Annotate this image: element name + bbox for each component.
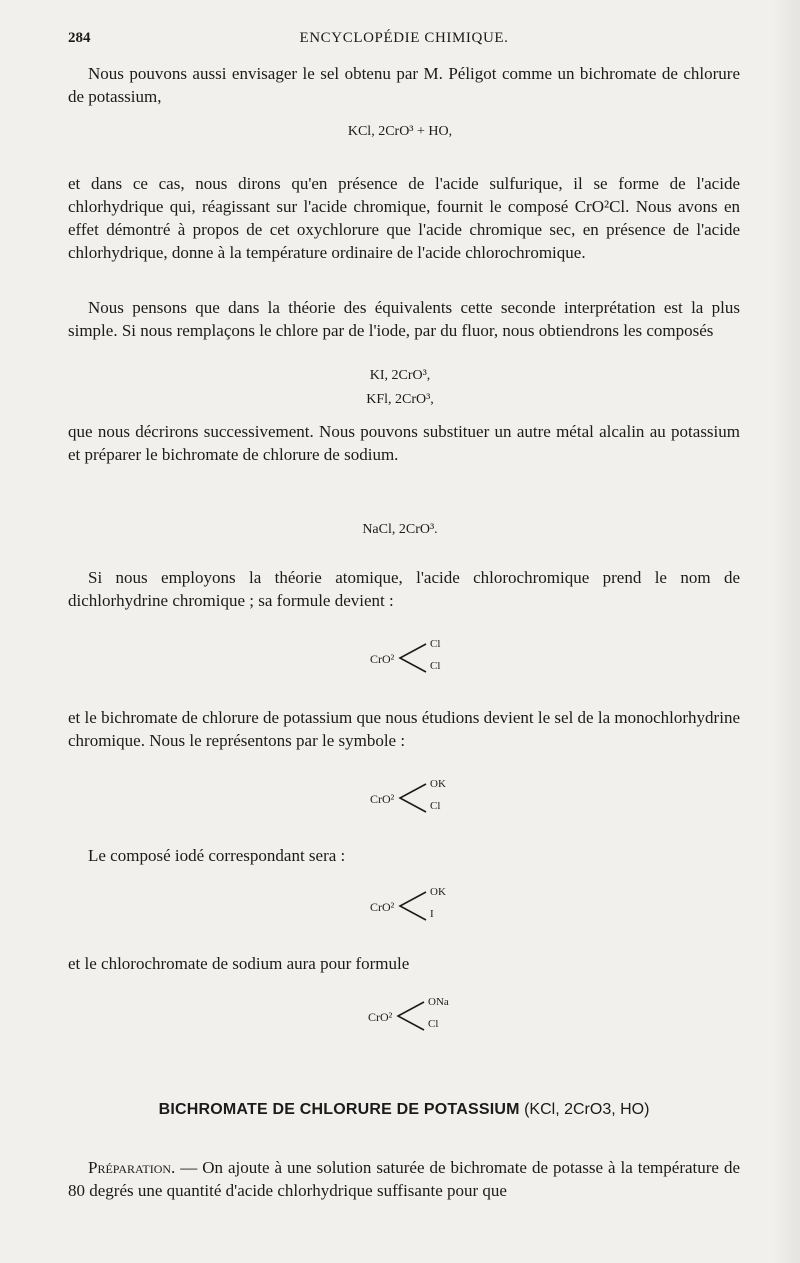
structure-bottom-group: Cl [428,1018,439,1030]
formula-kfl: KFl, 2CrO³, [366,392,434,407]
structure-dichlorhydrine [370,638,450,682]
paragraph-2: et dans ce cas, nous dirons qu'en présence de l'acide sulfurique, il se forme de l'acide chlorhydrique qui, réagissant sur l'acide chromique, fournit le composé CrO²Cl. Nous avons en effet démontré à propos de cet oxychlorure que l'acide chromique sec, en présence de l'acide chlorhydrique, donne à la température ordinaire de l'acide chlorochromique. [68,174,740,262]
paragraph-8: et le chlorochromate de sodium aura pour formule [68,954,410,973]
structure-top-group: Cl [430,638,441,650]
structure-bracket [398,780,428,816]
section-title-bold: BICHROMATE DE CHLORURE DE POTASSIUM [158,1101,520,1118]
formula-nacl: NaCl, 2CrO³. [362,522,438,537]
structure-base: CrO² [368,1010,393,1024]
paragraph-9 [68,1156,740,1202]
structure-top-group: OK [430,886,446,898]
page-header [68,30,740,52]
structure-bottom-group: I [430,908,434,920]
page-edge-shadow [772,0,800,1263]
paragraph-7: Le composé iodé correspondant sera : [88,846,346,865]
formula-kcl: KCl, 2CrO³ + HO, [347,124,453,139]
paragraph-4: que nous décrirons successivement. Nous pouvons substituer un autre métal alcalin au potassium et préparer le bichromate de chlorure de sodium. [68,422,740,464]
structure-top-group: OK [430,778,446,790]
structure-bracket [398,640,428,676]
preparation-lead: Préparation. [88,1158,176,1177]
section-title [68,1101,740,1119]
section-title-formula: (KCl, 2CrO3, HO) [519,1101,650,1118]
running-title: ENCYCLOPÉDIE CHIMIQUE. [299,30,509,46]
structure-base: CrO² [370,792,395,806]
preparation-text: — On ajoute à une solution saturée de bichromate de potasse à la température de 80 degrés une quantité d'acide chlorhydrique suffisante pour que [68,1158,740,1200]
paragraph-5: Si nous employons la théorie atomique, l'acide chlorochromique prend le nom de dichlorhydrine chromique ; sa formule devient : [68,568,740,610]
structure-bracket [396,998,426,1034]
structure-base: CrO² [370,652,395,666]
structure-base: CrO² [370,900,395,914]
paragraph-1: Nous pouvons aussi envisager le sel obtenu par M. Péligot comme un bichromate de chlorure de potassium, [68,64,740,106]
formula-ki: KI, 2CrO³, [369,368,431,383]
page-number: 284 [68,30,91,46]
structure-bottom-group: Cl [430,660,441,672]
structure-bracket [398,888,428,924]
paragraph-6: et le bichromate de chlorure de potassium que nous étudions devient le sel de la monochlorhydrine chromique. Nous le représentons par le symbole : [68,708,740,750]
structure-bottom-group: Cl [430,800,441,812]
structure-sodium-chlorochromate [368,996,452,1040]
structure-top-group: ONa [428,996,449,1008]
structure-iodide [370,886,450,930]
paragraph-3: Nous pensons que dans la théorie des équivalents cette seconde interprétation est la plus simple. Si nous remplaçons le chlore par de l'iode, par du fluor, nous obtiendrons les composés [68,298,740,340]
structure-monochlorhydrine [370,778,450,822]
